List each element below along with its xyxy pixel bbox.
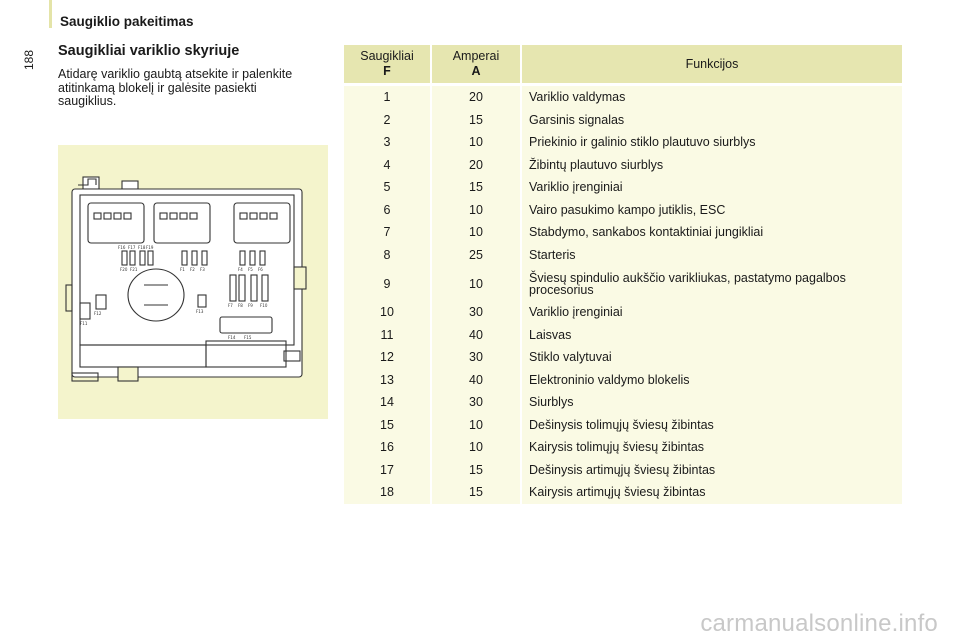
table-row xyxy=(344,221,902,244)
amperage-cell: 15 xyxy=(430,459,520,482)
label-f21: F21 xyxy=(130,267,138,272)
label-f6: F6 xyxy=(258,267,263,272)
function-cell: Dešinysis tolimųjų šviesų žibintas xyxy=(520,414,902,437)
fuse-number-cell: 3 xyxy=(344,131,430,154)
function-cell: Kairysis tolimųjų šviesų žibintas xyxy=(520,436,902,459)
label-f13: F13 xyxy=(196,309,204,314)
fuse-number-cell: 10 xyxy=(344,301,430,324)
table-row xyxy=(344,436,902,459)
fuse-box-figure xyxy=(58,145,328,419)
label-f4: F4 xyxy=(238,267,243,272)
fuse-number-cell: 5 xyxy=(344,176,430,199)
label-f10: F10 xyxy=(260,303,268,308)
amperage-cell: 15 xyxy=(430,109,520,132)
amperage-cell: 20 xyxy=(430,86,520,109)
amperage-cell: 10 xyxy=(430,131,520,154)
table-row xyxy=(344,301,902,324)
amperage-cell: 10 xyxy=(430,266,520,301)
table-row xyxy=(344,369,902,392)
function-cell: Žibintų plautuvo siurblys xyxy=(520,154,902,177)
header-fuses-symbol: F xyxy=(383,64,391,78)
label-f15: F15 xyxy=(244,335,252,340)
table-row xyxy=(344,391,902,414)
section-title: Saugikliai variklio skyriuje xyxy=(58,43,240,59)
amperage-cell: 30 xyxy=(430,391,520,414)
label-f14: F14 xyxy=(228,335,236,340)
label-f12: F12 xyxy=(94,311,102,316)
fuse-number-cell: 17 xyxy=(344,459,430,482)
function-cell: Kairysis artimųjų šviesų žibintas xyxy=(520,481,902,504)
amperage-cell: 25 xyxy=(430,244,520,267)
page-header-title: Saugiklio pakeitimas xyxy=(60,14,194,29)
fuse-number-cell: 16 xyxy=(344,436,430,459)
header-accent-bar xyxy=(49,0,52,28)
amperage-cell: 40 xyxy=(430,324,520,347)
header-amperes xyxy=(430,45,520,83)
table-row xyxy=(344,481,902,504)
page-number: 188 xyxy=(22,49,36,70)
table-row xyxy=(344,244,902,267)
amperage-cell: 10 xyxy=(430,199,520,222)
fuse-number-cell: 12 xyxy=(344,346,430,369)
table-row xyxy=(344,346,902,369)
function-cell: Variklio įrenginiai xyxy=(520,301,902,324)
amperage-cell: 10 xyxy=(430,221,520,244)
function-cell: Vairo pasukimo kampo jutiklis, ESC xyxy=(520,199,902,222)
table-row xyxy=(344,459,902,482)
label-f20: F20 xyxy=(120,267,128,272)
function-cell: Starteris xyxy=(520,244,902,267)
fuse-number-cell: 4 xyxy=(344,154,430,177)
table-row xyxy=(344,199,902,222)
label-f11: F11 xyxy=(80,321,88,326)
table-row xyxy=(344,324,902,347)
fuse-number-cell: 14 xyxy=(344,391,430,414)
table-body xyxy=(344,86,902,504)
amperage-cell: 40 xyxy=(430,369,520,392)
fuse-number-cell: 8 xyxy=(344,244,430,267)
fuse-box-diagram xyxy=(58,145,328,419)
function-cell: Laisvas xyxy=(520,324,902,347)
amperage-cell: 10 xyxy=(430,414,520,437)
label-f9: F9 xyxy=(248,303,253,308)
table-header-row xyxy=(344,45,902,83)
fuse-number-cell: 18 xyxy=(344,481,430,504)
table-row xyxy=(344,109,902,132)
function-cell: Variklio įrenginiai xyxy=(520,176,902,199)
amperage-cell: 15 xyxy=(430,176,520,199)
function-cell: Elektroninio valdymo blokelis xyxy=(520,369,902,392)
label-f1: F1 xyxy=(180,267,185,272)
function-cell: Siurblys xyxy=(520,391,902,414)
function-cell: Garsinis signalas xyxy=(520,109,902,132)
table-row xyxy=(344,154,902,177)
label-f17: F17 xyxy=(128,245,136,250)
label-f7: F7 xyxy=(228,303,233,308)
section-text: Atidarę variklio gaubtą atsekite ir palenkite atitinkamą blokelį ir galėsite pasiekti saugiklius. xyxy=(58,67,293,108)
amperage-cell: 30 xyxy=(430,301,520,324)
table-row xyxy=(344,414,902,437)
table-row xyxy=(344,131,902,154)
function-cell: Stiklo valytuvai xyxy=(520,346,902,369)
header-amperes-symbol: A xyxy=(471,64,481,78)
header-fuses-label: Saugikliai xyxy=(360,49,414,63)
amperage-cell: 10 xyxy=(430,436,520,459)
label-f2: F2 xyxy=(190,267,195,272)
header-functions: Funkcijos xyxy=(520,45,902,83)
amperage-cell: 20 xyxy=(430,154,520,177)
fuse-number-cell: 7 xyxy=(344,221,430,244)
function-cell: Priekinio ir galinio stiklo plautuvo siurblys xyxy=(520,131,902,154)
table-row xyxy=(344,266,902,301)
table-row xyxy=(344,86,902,109)
fuse-number-cell: 11 xyxy=(344,324,430,347)
header-amperes-label: Amperai xyxy=(452,49,500,63)
fuse-number-cell: 1 xyxy=(344,86,430,109)
amperage-cell: 30 xyxy=(430,346,520,369)
fuse-number-cell: 9 xyxy=(344,266,430,301)
fuse-number-cell: 13 xyxy=(344,369,430,392)
label-f16: F16 xyxy=(118,245,126,250)
fuse-number-cell: 6 xyxy=(344,199,430,222)
function-cell: Variklio valdymas xyxy=(520,86,902,109)
amperage-cell: 15 xyxy=(430,481,520,504)
table-row xyxy=(344,176,902,199)
label-f8: F8 xyxy=(238,303,243,308)
function-cell: Šviesų spindulio aukščio varikliukas, pastatymo pagalbos procesorius xyxy=(520,266,902,301)
label-f18: F18 xyxy=(138,245,146,250)
header-fuses xyxy=(344,45,430,83)
label-f3: F3 xyxy=(200,267,205,272)
label-f19: F19 xyxy=(146,245,154,250)
watermark: carmanualsonline.info xyxy=(700,610,938,637)
fuse-table xyxy=(344,45,902,504)
function-cell: Stabdymo, sankabos kontaktiniai jungikliai xyxy=(520,221,902,244)
label-f5: F5 xyxy=(248,267,253,272)
fuse-number-cell: 2 xyxy=(344,109,430,132)
function-cell: Dešinysis artimųjų šviesų žibintas xyxy=(520,459,902,482)
fuse-number-cell: 15 xyxy=(344,414,430,437)
